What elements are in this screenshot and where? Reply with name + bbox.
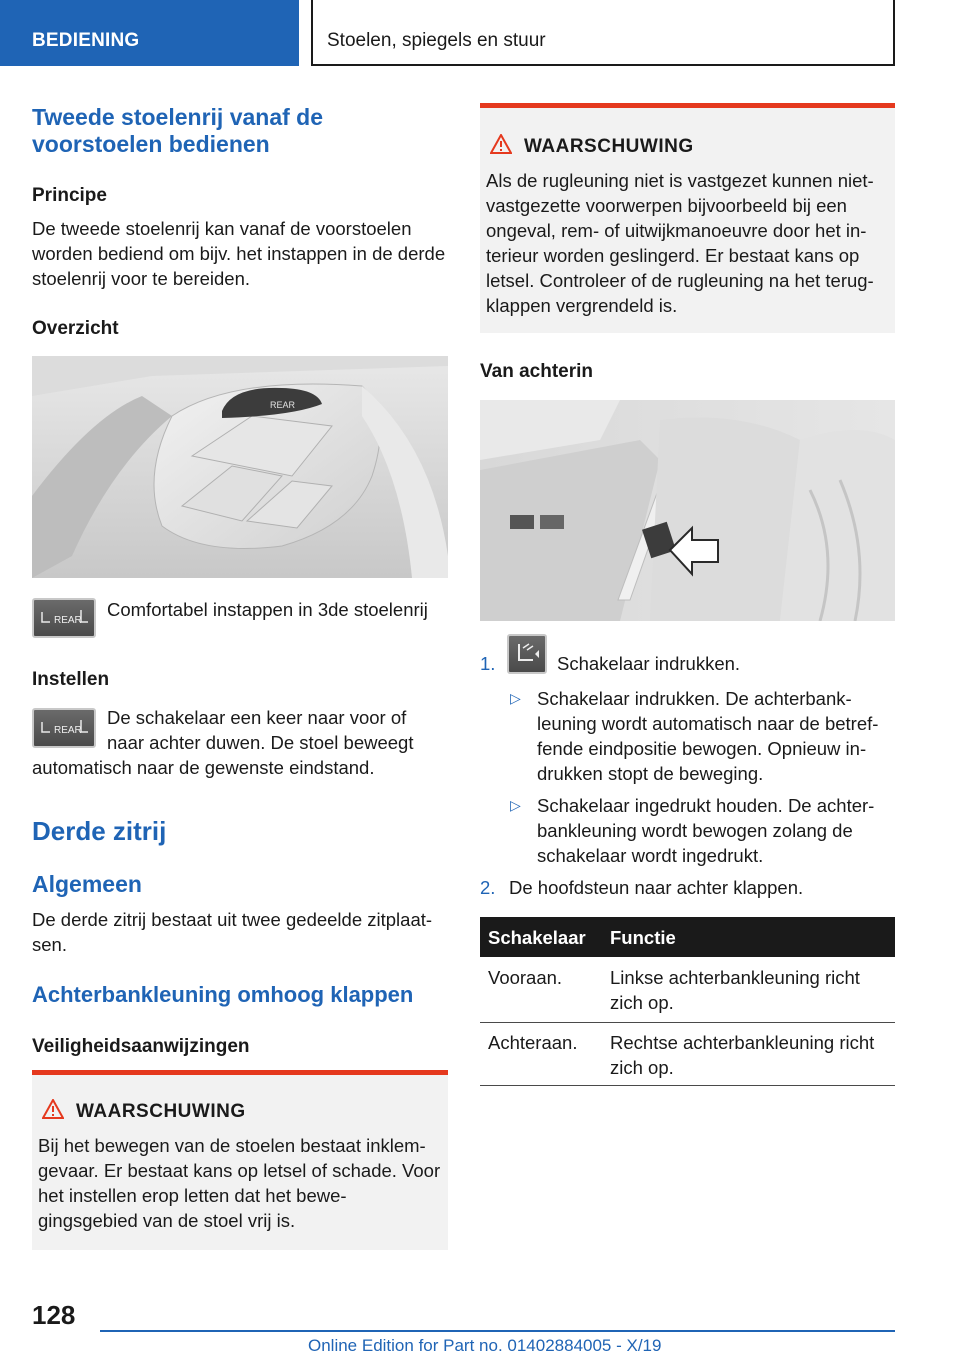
warning-triangle-icon bbox=[490, 134, 512, 154]
adjust-heading: Instellen bbox=[32, 669, 110, 690]
overview-photo bbox=[32, 356, 448, 578]
page-number: 128 bbox=[32, 1300, 76, 1330]
third-row-title: Derde zitrij bbox=[32, 816, 167, 846]
warning-box bbox=[480, 103, 895, 333]
warning-box bbox=[32, 1070, 448, 1250]
table-row bbox=[480, 957, 895, 1023]
step-text: Schakelaar indrukken. bbox=[557, 653, 741, 674]
table-cell: Vooraan. bbox=[488, 967, 563, 988]
step-text: De hoofdsteun naar achter klappen. bbox=[509, 877, 804, 898]
principle-text: De tweede stoelenrij kan vanaf de voorstoelen worden bediend om bijv. het instappen in de derde stoelenrij voor te bereiden. bbox=[32, 218, 446, 289]
safety-heading: Veiligheidsaanwijzingen bbox=[32, 1036, 250, 1057]
table-header-cell: Schakelaar bbox=[488, 927, 586, 948]
step-number: 1. bbox=[480, 653, 496, 674]
chapter-label: Stoelen, spiegels en stuur bbox=[327, 30, 546, 51]
warning-title: WAARSCHUWING bbox=[524, 136, 694, 157]
bullet-text: Schakelaar indrukken. De achterbank-leuning wordt automatisch naar de betref-fende eindpositie bewogen. Opnieuw in-drukken stopt de beweging. bbox=[537, 688, 879, 784]
table-cell: Rechtse achterbankleuning richt zich op. bbox=[610, 1032, 875, 1078]
step-number: 2. bbox=[480, 877, 496, 898]
rear-seat-button-icon bbox=[32, 708, 96, 748]
legend-text: Comfortabel instappen in 3de stoelenrij bbox=[107, 599, 428, 620]
footer-divider bbox=[100, 1330, 895, 1332]
bullet-marker: ▷ bbox=[510, 690, 521, 706]
section-title: Tweede stoelenrij vanaf de voorstoelen bedienen bbox=[32, 104, 324, 157]
table-cell: Achteraan. bbox=[488, 1032, 578, 1053]
warning-title: WAARSCHUWING bbox=[76, 1101, 246, 1122]
bullet-marker: ▷ bbox=[510, 797, 521, 813]
seat-backrest-button-icon bbox=[507, 634, 547, 674]
table-cell: Linkse achterbankleuning richt zich op. bbox=[610, 967, 860, 1013]
warning-triangle-icon bbox=[42, 1099, 64, 1119]
chapter-tab bbox=[311, 0, 895, 66]
photo-rear-label: REAR bbox=[270, 400, 296, 410]
adjust-rear-label: REAR bbox=[54, 725, 82, 736]
page-header bbox=[0, 0, 960, 66]
warning-text: Bij het bewegen van de stoelen bestaat inklem-gevaar. Er bestaat kans op letsel of schade. Voor het instellen erop letten dat het bewe-gingsgebied van de stoel vrij is. bbox=[38, 1135, 441, 1231]
table-row bbox=[480, 1023, 895, 1086]
adjust-text-cont: automatisch naar de gewenste eindstand. bbox=[32, 757, 375, 778]
warning-text: Als de rugleuning niet is vastgezet kunnen niet-vastgezette voorwerpen bijvoorbeeld bij een ongeval, rem- of uitwijkmanoeuvre door het in-terieur worden geslingerd. Er bestaat kans op letsel. Controleer of de rugleuning na het terug-klappen vergrendeld is. bbox=[486, 170, 874, 316]
bullet-text: Schakelaar ingedrukt houden. De achter-bankleuning wordt bewogen zolang de schakelaar wordt ingedrukt. bbox=[537, 795, 875, 866]
general-title: Algemeen bbox=[32, 871, 142, 897]
section-label: BEDIENING bbox=[32, 30, 140, 51]
section-tab bbox=[0, 0, 299, 66]
backrest-title: Achterbankleuning omhoog klappen bbox=[32, 982, 414, 1007]
from-behind-heading: Van achterin bbox=[480, 361, 593, 382]
table-header bbox=[480, 917, 895, 957]
rear-seat-photo bbox=[480, 400, 895, 621]
overview-heading: Overzicht bbox=[32, 318, 119, 339]
principle-heading: Principe bbox=[32, 185, 107, 206]
rear-seat-button-icon bbox=[32, 598, 96, 638]
legend-rear-label: REAR bbox=[54, 615, 82, 626]
edition-text: Online Edition for Part no. 01402884005 - X/19 bbox=[308, 1336, 662, 1355]
table-header-cell: Functie bbox=[610, 927, 676, 948]
adjust-text: De schakelaar een keer naar voor of naar achter duwen. De stoel beweegt bbox=[107, 707, 414, 753]
general-text: De derde zitrij bestaat uit twee gedeelde zitplaat-sen. bbox=[32, 909, 433, 955]
